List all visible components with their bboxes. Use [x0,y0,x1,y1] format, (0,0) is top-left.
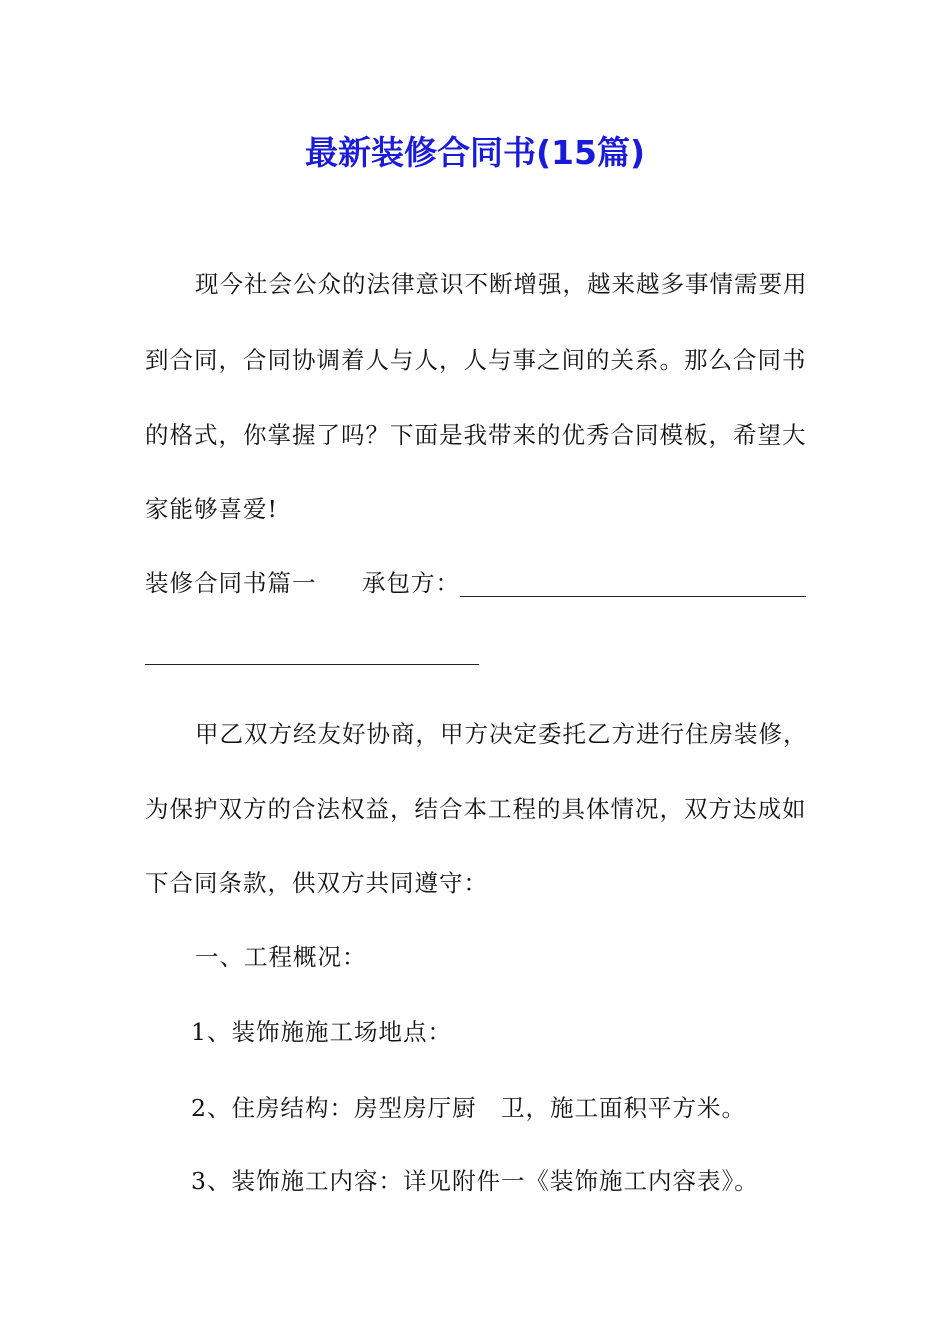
contractor-label: 承包方： [362,569,460,597]
item-1: 一、工程概况： [195,943,367,971]
contractor-blank-line-2 [145,664,479,665]
section-heading: 装修合同书篇一 [145,569,317,597]
item-4: 3、装饰施工内容：详见附件一《装饰施工内容表》。 [191,1167,759,1195]
intro-line-4: 家能够喜爱! [145,495,278,523]
document-title: 最新装修合同书(15篇) [304,133,646,172]
body-line-3: 下合同条款，供双方共同遵守： [145,869,488,897]
intro-line-2: 到合同，合同协调着人与人，人与事之间的关系。那么合同书 [145,346,807,374]
contractor-blank-line [460,596,806,597]
item-2: 1、装饰施施工场地点： [191,1018,452,1046]
body-line-2: 为保护双方的合法权益，结合本工程的具体情况，双方达成如 [145,795,807,823]
intro-line-1: 现今社会公众的法律意识不断增强，越来越多事情需要用 [195,270,808,298]
item-3: 2、住房结构：房型房厅厨 卫，施工面积平方米。 [191,1094,746,1122]
intro-line-3: 的格式，你掌握了吗？下面是我带来的优秀合同模板，希望大 [145,421,807,449]
body-line-1: 甲乙双方经友好协商，甲方决定委托乙方进行住房装修， [195,720,808,748]
